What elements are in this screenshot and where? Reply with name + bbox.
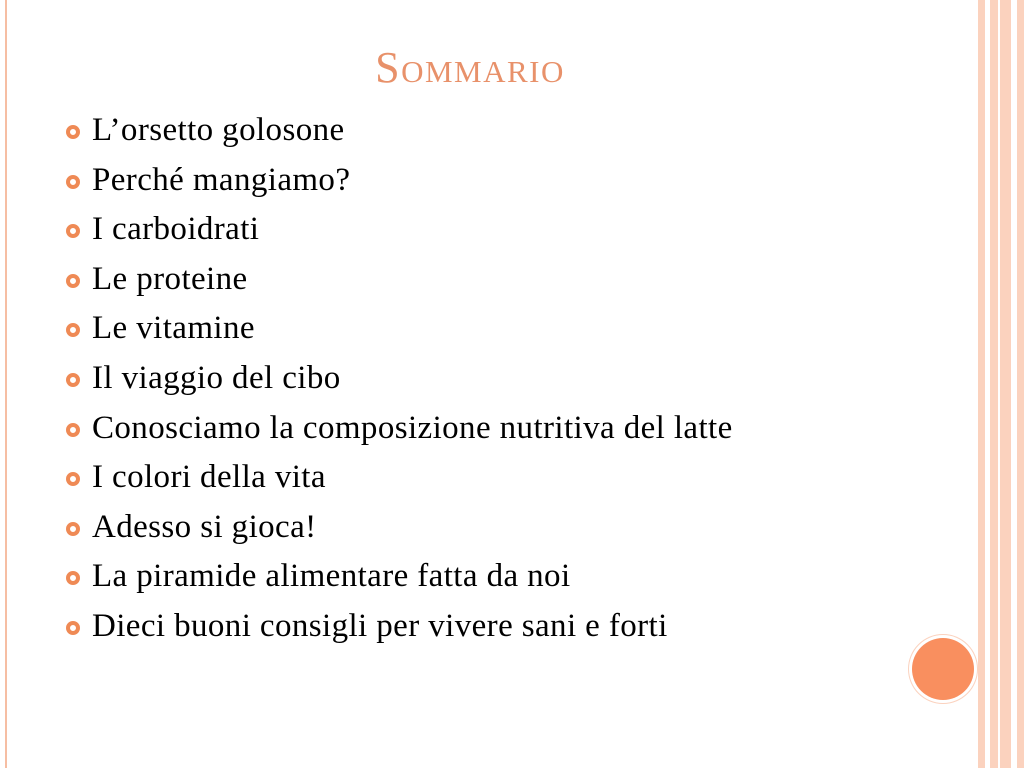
list-item bbox=[0, 404, 960, 454]
decorative-orange-circle bbox=[912, 638, 974, 700]
list-item bbox=[0, 552, 960, 602]
list-item-text: Il viaggio del cibo bbox=[92, 359, 341, 396]
ring-bullet-icon bbox=[66, 274, 80, 288]
ring-bullet-icon bbox=[66, 125, 80, 139]
ring-bullet-icon bbox=[66, 472, 80, 486]
list-item bbox=[0, 453, 960, 503]
list-item bbox=[0, 354, 960, 404]
list-item-text: Adesso si gioca! bbox=[92, 508, 317, 545]
list-item-text: Le proteine bbox=[92, 260, 248, 297]
right-stripe-line bbox=[985, 0, 990, 768]
ring-bullet-icon bbox=[66, 522, 80, 536]
list-item bbox=[0, 255, 960, 305]
list-item-text: Conosciamo la composizione nutritiva del latte bbox=[92, 409, 733, 446]
right-stripe-line bbox=[1011, 0, 1017, 768]
list-item-text: I colori della vita bbox=[92, 459, 326, 496]
list-item bbox=[0, 304, 960, 354]
list-item bbox=[0, 205, 960, 255]
list-item-text: Le vitamine bbox=[92, 310, 255, 347]
ring-bullet-icon bbox=[66, 423, 80, 437]
list-item-text: La piramide alimentare fatta da noi bbox=[92, 558, 571, 595]
ring-bullet-icon bbox=[66, 571, 80, 585]
list-item-text: Dieci buoni consigli per vivere sani e forti bbox=[92, 607, 668, 644]
list-item-text: I carboidrati bbox=[92, 211, 260, 248]
list-item bbox=[0, 156, 960, 206]
list-item-text: L’orsetto golosone bbox=[92, 112, 345, 148]
slide-title: Sommario bbox=[375, 43, 565, 92]
ring-bullet-icon bbox=[66, 224, 80, 238]
ring-bullet-icon bbox=[66, 175, 80, 189]
list-item-text: Perché mangiamo? bbox=[92, 161, 351, 198]
ring-bullet-icon bbox=[66, 621, 80, 635]
right-stripe-line bbox=[998, 0, 1000, 768]
ring-bullet-icon bbox=[66, 373, 80, 387]
list-item bbox=[0, 106, 960, 156]
list-item bbox=[0, 602, 960, 652]
ring-bullet-icon bbox=[66, 323, 80, 337]
list-item bbox=[0, 503, 960, 553]
bullet-list bbox=[0, 106, 960, 652]
